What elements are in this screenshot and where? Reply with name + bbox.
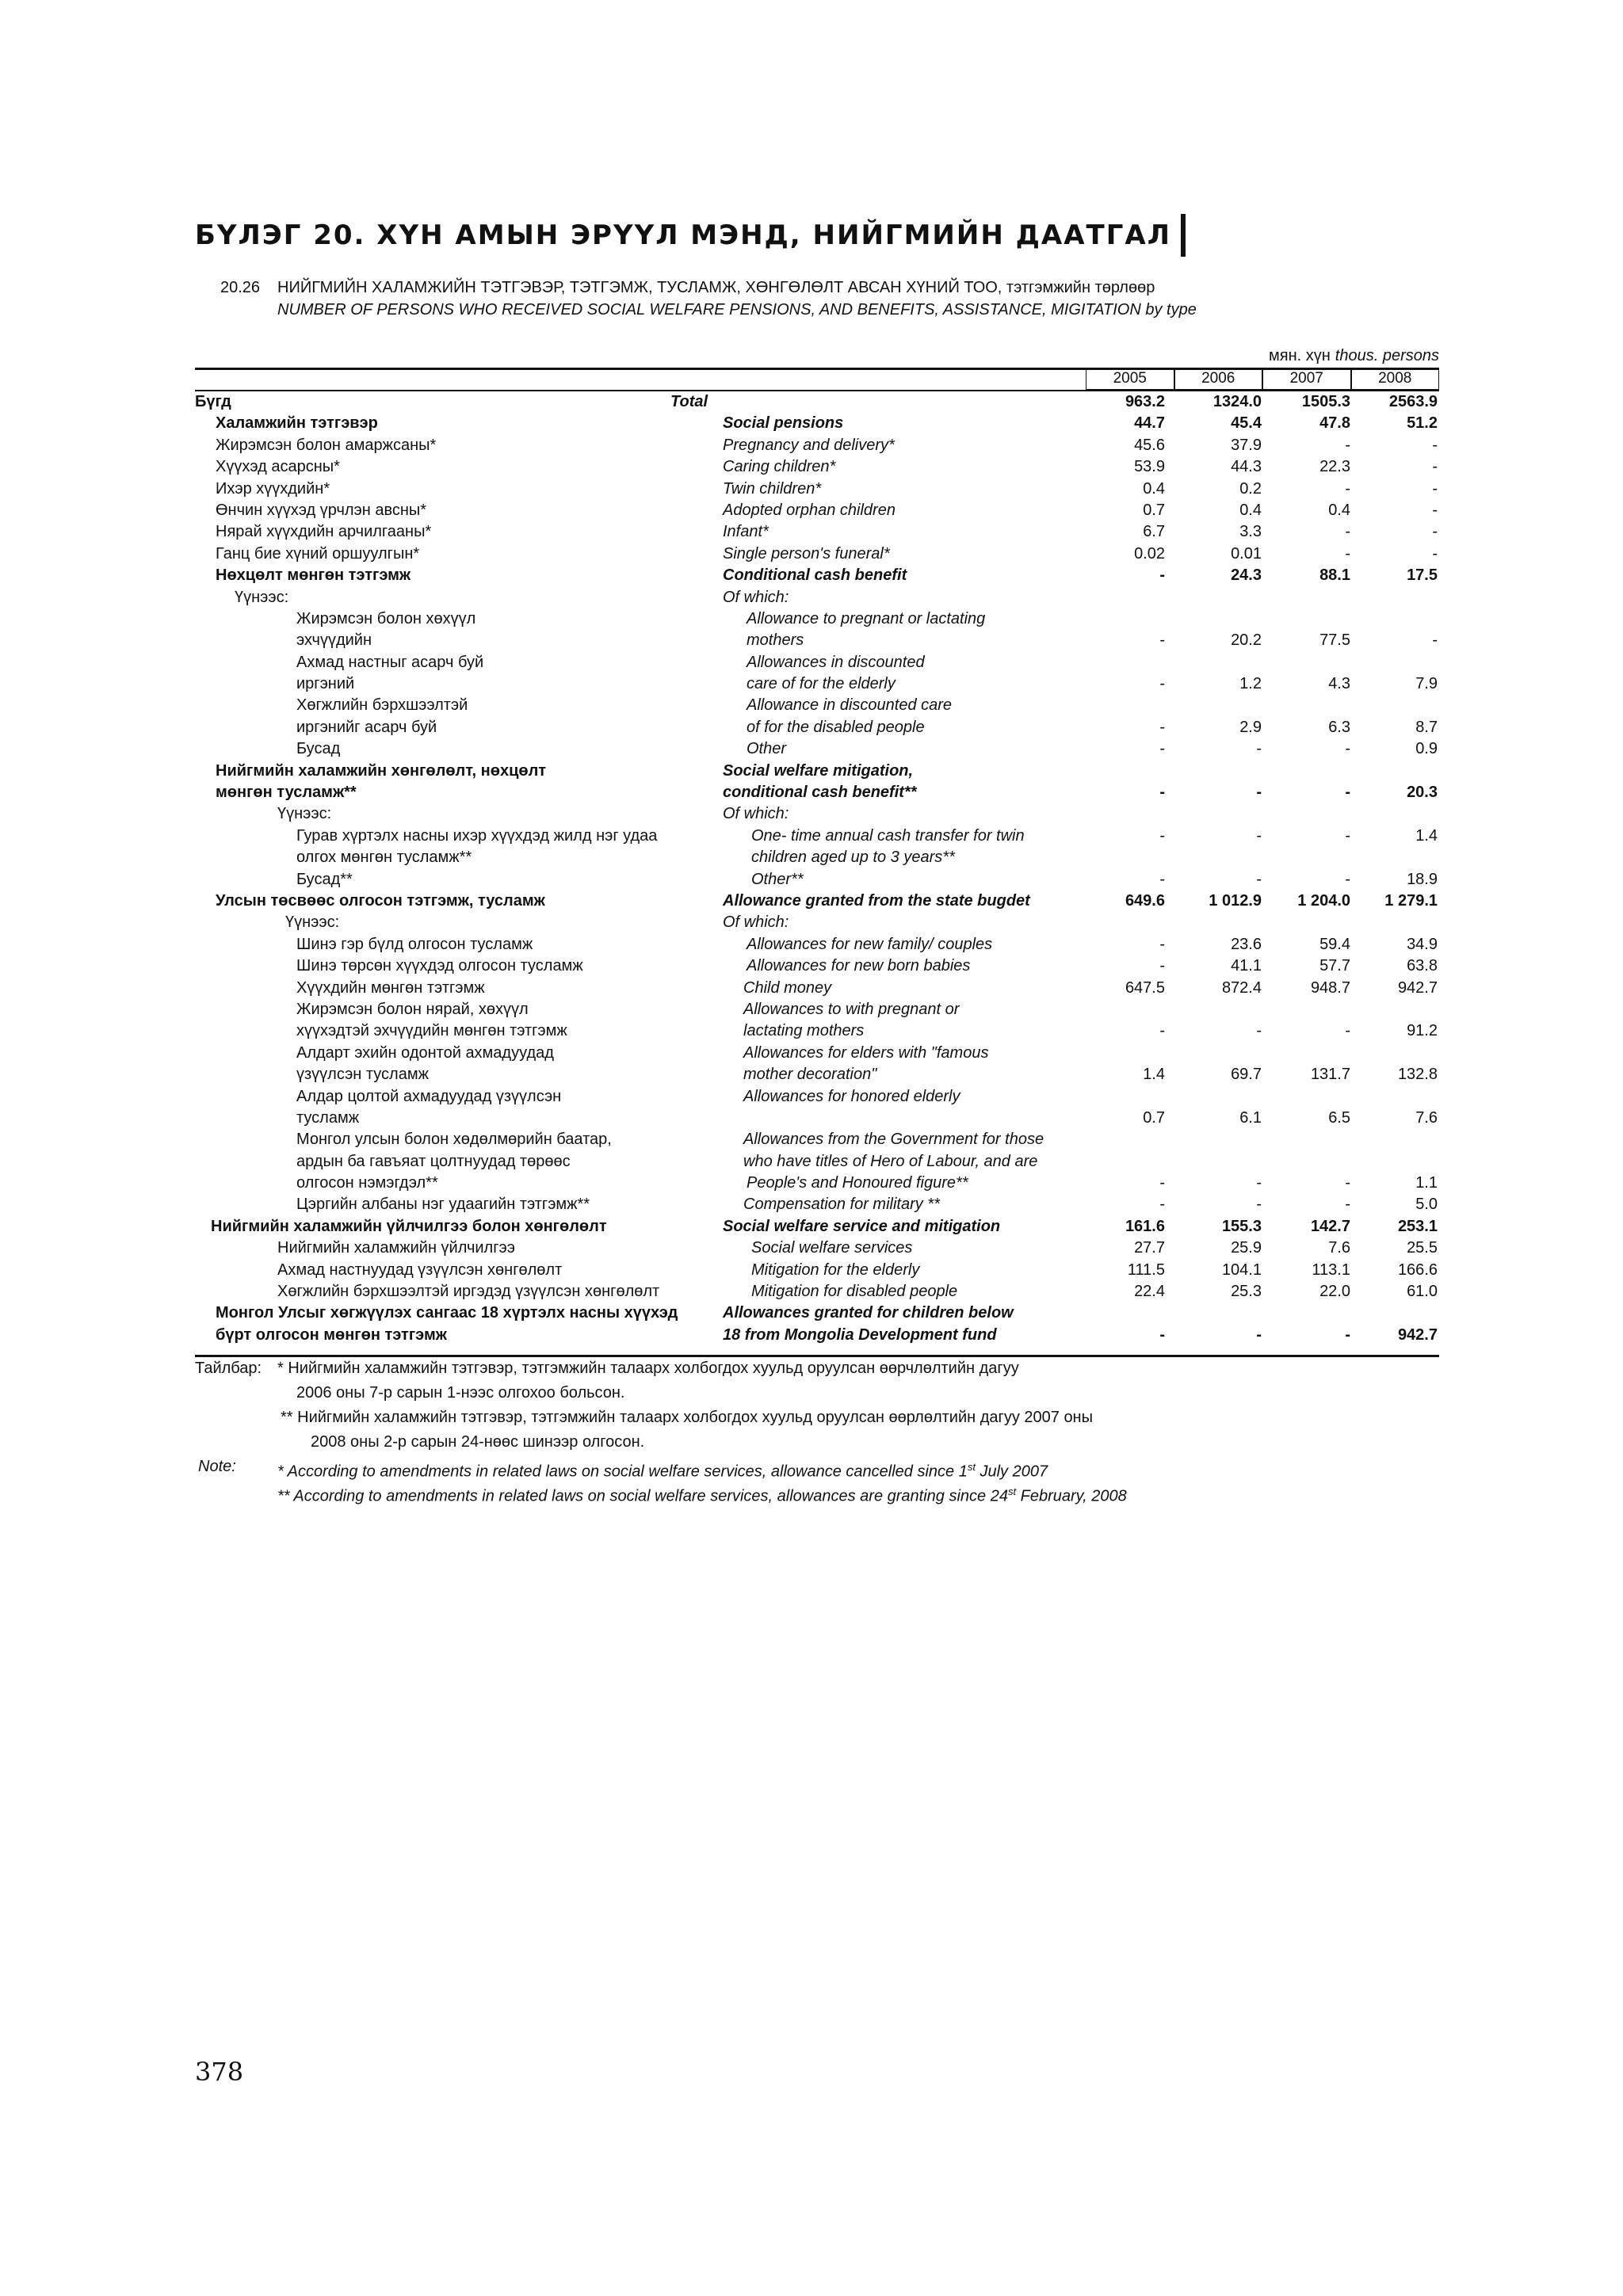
row-label-en: Social welfare mitigation, bbox=[723, 761, 914, 780]
row-value-2008: 2563.9 bbox=[1388, 393, 1438, 410]
row-value-2007: 7.6 bbox=[1328, 1239, 1350, 1257]
row-label-en: mothers bbox=[747, 631, 804, 650]
row-value-2006: - bbox=[1256, 1196, 1262, 1214]
row-label-en: Allowances granted for children below bbox=[723, 1304, 1014, 1322]
row-label-en: Allowance in discounted care bbox=[747, 696, 953, 715]
row-value-2007: - bbox=[1345, 740, 1350, 758]
row-value-2005: 44.7 bbox=[1134, 414, 1165, 433]
row-label-en: children aged up to 3 years** bbox=[751, 849, 955, 867]
row-label-mn: Жирэмсэн болон нярай, хөхүүл bbox=[296, 1000, 529, 1018]
row-value-2008: - bbox=[1432, 479, 1438, 498]
table-row bbox=[195, 435, 1439, 456]
row-value-2005: - bbox=[1159, 718, 1165, 736]
row-label-en: Other bbox=[747, 740, 787, 758]
table-row bbox=[195, 521, 1439, 543]
note-mn-1-cont: 2006 оны 7-р сарын 1-нээс олгохоо больсон. bbox=[296, 1384, 625, 1402]
row-value-2008: 166.6 bbox=[1397, 1261, 1438, 1279]
table-row bbox=[195, 826, 1439, 847]
row-value-2007: - bbox=[1345, 523, 1350, 541]
row-label-en: Child money bbox=[743, 978, 832, 997]
table-row bbox=[195, 479, 1439, 500]
table-row bbox=[195, 1281, 1439, 1302]
row-label-mn: эхчүүдийн bbox=[296, 631, 372, 650]
table-row bbox=[195, 673, 1439, 695]
row-label-mn: тусламж bbox=[296, 1108, 360, 1127]
table-row bbox=[195, 630, 1439, 651]
row-value-2007: - bbox=[1345, 1022, 1350, 1040]
row-value-2005: - bbox=[1159, 826, 1165, 845]
note-mn-2: ** Нийгмийн халамжийн тэтгэвэр, тэтгэмжийн талаарх холбогдох хуульд оруулсан өөрлөлтийн дагуу 2007 оны bbox=[281, 1409, 1093, 1426]
row-value-2006: 44.3 bbox=[1231, 458, 1262, 476]
row-value-2008: 25.5 bbox=[1407, 1239, 1438, 1257]
row-label-en: Mitigation for disabled people bbox=[751, 1283, 958, 1301]
row-value-2007: 948.7 bbox=[1310, 978, 1350, 997]
table-row bbox=[195, 891, 1439, 912]
row-value-2007: - bbox=[1345, 784, 1350, 802]
row-label-en: Adopted orphan children bbox=[723, 501, 896, 519]
row-label-en: Allowance to pregnant or lactating bbox=[747, 609, 986, 627]
row-label-en: Single person's funeral* bbox=[723, 544, 890, 563]
row-value-2006: 155.3 bbox=[1221, 1217, 1262, 1235]
row-label-en: Caring children* bbox=[723, 458, 836, 476]
row-value-2008: 942.7 bbox=[1397, 1325, 1438, 1344]
row-value-2006: 1324.0 bbox=[1212, 393, 1262, 410]
row-label-mn: Ганц бие хүний оршуулгын* bbox=[216, 544, 420, 563]
table-row bbox=[195, 1129, 1439, 1150]
row-value-2008: 1.4 bbox=[1415, 826, 1438, 845]
row-value-2007: - bbox=[1345, 1174, 1350, 1192]
row-label-mn: иргэний bbox=[296, 675, 355, 693]
row-value-2006: 41.1 bbox=[1231, 957, 1262, 975]
row-value-2008: 1 279.1 bbox=[1384, 891, 1438, 910]
table-row bbox=[195, 695, 1439, 716]
row-value-2006: 0.4 bbox=[1239, 501, 1262, 519]
row-label-mn: Бусад** bbox=[296, 870, 353, 888]
row-value-2007: - bbox=[1345, 1325, 1350, 1344]
row-value-2008: - bbox=[1432, 544, 1438, 563]
row-label-en: Conditional cash benefit bbox=[723, 566, 907, 585]
table-row bbox=[195, 738, 1439, 760]
row-value-2005: 111.5 bbox=[1127, 1261, 1165, 1279]
row-label-en: Social welfare service and mitigation bbox=[723, 1217, 1001, 1235]
table-row bbox=[195, 1302, 1439, 1324]
row-value-2005: 27.7 bbox=[1134, 1239, 1165, 1257]
row-value-2006: - bbox=[1256, 784, 1262, 802]
row-label-mn: бүрт олгосон мөнгөн тэтгэмж bbox=[216, 1325, 447, 1344]
row-label-en: Allowances for elders with "famous bbox=[743, 1043, 989, 1062]
note-en-1: * According to amendments in related laws on social welfare services, allowance cancelled since 1st July 2007 bbox=[277, 1461, 1048, 1481]
table-row bbox=[195, 1064, 1439, 1085]
row-value-2005: 53.9 bbox=[1134, 458, 1165, 476]
row-label-en: Mitigation for the elderly bbox=[751, 1261, 920, 1279]
row-label-mn: Шинэ гэр бүлд олгосон тусламж bbox=[296, 935, 533, 953]
table-row bbox=[195, 391, 1439, 413]
table-title-mn: НИЙГМИЙН ХАЛАМЖИЙН ТЭТГЭВЭР, ТЭТГЭМЖ, ТУСЛАМЖ, ХӨНГӨЛӨЛТ АВСАН ХҮНИЙ ТОО, тэтгэмжийн төрлөөр bbox=[277, 279, 1155, 296]
row-value-2005: 0.4 bbox=[1143, 479, 1165, 498]
row-label-en: Allowances for new family/ couples bbox=[747, 935, 993, 953]
table-row bbox=[195, 1020, 1439, 1042]
table-row bbox=[195, 1216, 1439, 1238]
row-label-en: 18 from Mongolia Development fund bbox=[723, 1325, 997, 1344]
table-row bbox=[195, 456, 1439, 478]
table-row bbox=[195, 543, 1439, 565]
row-label-en: Infant* bbox=[723, 523, 769, 541]
row-label-mn: Бүгд bbox=[195, 393, 231, 410]
table-row bbox=[195, 1086, 1439, 1108]
unit-label bbox=[1269, 347, 1439, 365]
table-number: 20.26 bbox=[220, 279, 261, 296]
row-value-2007: 22.0 bbox=[1319, 1283, 1350, 1301]
row-value-2008: 7.9 bbox=[1415, 675, 1438, 693]
row-value-2007: 0.4 bbox=[1328, 501, 1350, 519]
chapter-title: БҮЛЭГ 20. ХҮН АМЫН ЭРҮҮЛ МЭНД, НИЙГМИЙН ДААТГАЛ bbox=[195, 214, 1186, 257]
row-label-mn: Алдар цолтой ахмадуудад үзүүлсэн bbox=[296, 1087, 562, 1105]
row-label-mn: Шинэ төрсөн хүүхдэд олгосон тусламж bbox=[296, 957, 583, 975]
year-header-cell: 2005 bbox=[1086, 369, 1174, 390]
table-row bbox=[195, 1043, 1439, 1064]
table-row bbox=[195, 587, 1439, 608]
row-value-2008: 91.2 bbox=[1407, 1022, 1438, 1040]
row-label-en: Allowances to with pregnant or bbox=[743, 1000, 960, 1018]
row-label-en: Allowances for honored elderly bbox=[743, 1087, 960, 1105]
row-label-mn: Монгол Улсыг хөгжүүлэх сангаас 18 хүртэлх насны хүүхэд bbox=[216, 1304, 678, 1322]
row-value-2008: 0.9 bbox=[1415, 740, 1438, 758]
row-value-2008: 942.7 bbox=[1397, 978, 1438, 997]
row-value-2005: 6.7 bbox=[1143, 523, 1165, 541]
table-row bbox=[195, 500, 1439, 521]
row-value-2007: 1505.3 bbox=[1301, 393, 1350, 410]
page-number: 378 bbox=[195, 2057, 244, 2087]
note-en-2: ** According to amendments in related laws on social welfare services, allowances are granting since 24st February, 2008 bbox=[277, 1486, 1127, 1505]
row-label-en: Pregnancy and delivery* bbox=[723, 436, 895, 454]
row-value-2006: 1.2 bbox=[1239, 675, 1262, 693]
row-label-mn: Нөхцөлт мөнгөн тэтгэмж bbox=[216, 566, 411, 585]
note-mn-2-cont: 2008 оны 2-р сарын 24-нөөс шинээр олгосон. bbox=[311, 1433, 645, 1451]
row-value-2005: - bbox=[1159, 1174, 1165, 1192]
row-value-2005: - bbox=[1159, 675, 1165, 693]
note-mn-1: * Нийгмийн халамжийн тэтгэвэр, тэтгэмжийн талаарх холбогдох хуульд оруулсан өөрчлөлтийн дагуу bbox=[277, 1360, 1019, 1377]
row-value-2007: 6.5 bbox=[1328, 1108, 1350, 1127]
year-header-cell: 2008 bbox=[1351, 369, 1440, 390]
row-label-mn: олгох мөнгөн тусламж** bbox=[296, 849, 472, 867]
table-row bbox=[195, 1108, 1439, 1129]
row-value-2006: - bbox=[1256, 1174, 1262, 1192]
table-row bbox=[195, 1194, 1439, 1215]
row-label-mn: Үүнээс: bbox=[235, 588, 289, 606]
row-label-mn: Хөгжлийн бэрхшээлтэй иргэдэд үзүүлсэн хөнгөлөлт bbox=[277, 1283, 660, 1301]
row-value-2006: 6.1 bbox=[1239, 1108, 1262, 1127]
row-label-mn: Ахмад настныг асарч буй bbox=[296, 653, 484, 671]
row-label-mn: Цэргийн албаны нэг удаагийн тэтгэмж** bbox=[296, 1196, 590, 1214]
row-value-2005: 1.4 bbox=[1143, 1066, 1165, 1084]
unit-en: thous. persons bbox=[1335, 347, 1439, 364]
table-row bbox=[195, 1173, 1439, 1194]
row-value-2007: - bbox=[1345, 870, 1350, 888]
row-value-2005: - bbox=[1159, 1196, 1165, 1214]
row-value-2008: - bbox=[1432, 523, 1438, 541]
table-row bbox=[195, 413, 1439, 434]
row-label-en: of for the disabled people bbox=[747, 718, 925, 736]
row-value-2006: 24.3 bbox=[1231, 566, 1262, 585]
row-value-2005: - bbox=[1159, 784, 1165, 802]
row-value-2007: - bbox=[1345, 1196, 1350, 1214]
row-value-2005: - bbox=[1159, 740, 1165, 758]
table-row bbox=[195, 869, 1439, 891]
row-value-2006: 25.3 bbox=[1231, 1283, 1262, 1301]
row-value-2007: 22.3 bbox=[1319, 458, 1350, 476]
row-value-2008: 5.0 bbox=[1415, 1196, 1438, 1214]
row-value-2007: - bbox=[1345, 826, 1350, 845]
row-label-mn: Нийгмийн халамжийн хөнгөлөлт, нөхцөлт bbox=[216, 761, 547, 780]
row-value-2007: - bbox=[1345, 479, 1350, 498]
row-value-2008: 18.9 bbox=[1407, 870, 1438, 888]
row-label-mn: Нярай хүүхдийн арчилгааны* bbox=[216, 523, 432, 541]
row-value-2005: - bbox=[1159, 957, 1165, 975]
table-row bbox=[195, 1260, 1439, 1281]
row-label-mn: Халамжийн тэтгэвэр bbox=[216, 414, 378, 433]
data-table bbox=[195, 391, 1439, 1346]
row-label-mn: Хүүхэд асарсны* bbox=[216, 458, 340, 476]
row-value-2006: 872.4 bbox=[1221, 978, 1262, 997]
row-value-2008: 17.5 bbox=[1407, 566, 1438, 585]
row-value-2006: 23.6 bbox=[1231, 935, 1262, 953]
row-value-2008: 63.8 bbox=[1407, 957, 1438, 975]
row-value-2006: - bbox=[1256, 740, 1262, 758]
table-row bbox=[195, 912, 1439, 933]
table-row bbox=[195, 782, 1439, 803]
row-value-2005: - bbox=[1159, 631, 1165, 650]
table-row bbox=[195, 1151, 1439, 1173]
table-row bbox=[195, 652, 1439, 673]
row-value-2007: 1 204.0 bbox=[1297, 891, 1350, 910]
row-value-2005: 22.4 bbox=[1134, 1283, 1165, 1301]
table-title-en: NUMBER OF PERSONS WHO RECEIVED SOCIAL WELFARE PENSIONS, AND BENEFITS, ASSISTANCE, MIGITATION by type bbox=[277, 301, 1197, 318]
row-value-2006: 25.9 bbox=[1231, 1239, 1262, 1257]
row-label-en: Of which: bbox=[723, 913, 789, 932]
row-label-mn: Монгол улсын болон хөдөлмөрийн баатар, bbox=[296, 1131, 612, 1149]
row-label-mn: Жирэмсэн болон хөхүүл bbox=[296, 609, 476, 627]
row-value-2006: - bbox=[1256, 1325, 1262, 1344]
row-value-2006: 45.4 bbox=[1231, 414, 1262, 433]
row-label-mn: Нийгмийн халамжийн үйлчилгээ bbox=[277, 1239, 515, 1257]
row-value-2006: - bbox=[1256, 826, 1262, 845]
row-label-en: Other** bbox=[751, 870, 804, 888]
row-value-2005: 0.7 bbox=[1143, 501, 1165, 519]
row-value-2006: 0.01 bbox=[1231, 544, 1262, 563]
table-row bbox=[195, 803, 1439, 825]
row-value-2005: 161.6 bbox=[1125, 1217, 1165, 1235]
row-value-2008: 1.1 bbox=[1415, 1174, 1438, 1192]
row-value-2007: 59.4 bbox=[1319, 935, 1350, 953]
row-value-2008: - bbox=[1432, 501, 1438, 519]
table-row bbox=[195, 761, 1439, 782]
row-label-en: lactating mothers bbox=[743, 1022, 865, 1040]
row-label-en: Allowances for new born babies bbox=[747, 957, 971, 975]
notes-label-en: Note: bbox=[198, 1458, 236, 1475]
row-label-mn: үзүүлсэн тусламж bbox=[296, 1066, 429, 1084]
row-value-2005: - bbox=[1159, 566, 1165, 585]
row-label-mn: ардын ба гавъяат цолтнуудад төрөөс bbox=[296, 1152, 571, 1170]
row-label-mn: Өнчин хүүхэд үрчлэн авсны* bbox=[216, 501, 427, 519]
row-value-2007: 47.8 bbox=[1319, 414, 1350, 433]
row-label-en: who have titles of Hero of Labour, and are bbox=[743, 1152, 1038, 1170]
row-label-mn: иргэнийг асарч буй bbox=[296, 718, 437, 736]
row-value-2008: - bbox=[1432, 631, 1438, 650]
row-label-en: care of for the elderly bbox=[747, 675, 896, 693]
row-label-mn: Гурав хүртэлх насны ихэр хүүхдэд жилд нэг удаа bbox=[296, 826, 658, 845]
row-label-mn: Үүнээс: bbox=[277, 805, 332, 823]
row-value-2006: 104.1 bbox=[1221, 1261, 1262, 1279]
row-value-2006: 69.7 bbox=[1231, 1066, 1262, 1084]
row-label-mn: олгосон нэмэгдэл** bbox=[296, 1174, 438, 1192]
row-value-2007: - bbox=[1345, 544, 1350, 563]
row-value-2006: 37.9 bbox=[1231, 436, 1262, 454]
year-header bbox=[1086, 369, 1439, 390]
row-value-2005: - bbox=[1159, 1325, 1165, 1344]
row-value-2008: 132.8 bbox=[1397, 1066, 1438, 1084]
row-value-2007: 142.7 bbox=[1310, 1217, 1350, 1235]
row-value-2008: - bbox=[1432, 436, 1438, 454]
table-row bbox=[195, 608, 1439, 630]
year-header-cell: 2006 bbox=[1174, 369, 1263, 390]
row-value-2008: 8.7 bbox=[1415, 718, 1438, 736]
row-label-en: Total bbox=[670, 393, 708, 410]
row-label-mn: Ахмад настнуудад үзүүлсэн хөнгөлөлт bbox=[277, 1261, 563, 1279]
row-value-2007: - bbox=[1345, 436, 1350, 454]
row-value-2006: - bbox=[1256, 870, 1262, 888]
row-value-2005: 647.5 bbox=[1125, 978, 1165, 997]
row-value-2006: 1 012.9 bbox=[1209, 891, 1262, 910]
row-value-2005: 0.02 bbox=[1134, 544, 1165, 563]
row-value-2006: 20.2 bbox=[1231, 631, 1262, 650]
table-row bbox=[195, 717, 1439, 738]
row-value-2005: 0.7 bbox=[1143, 1108, 1165, 1127]
notes-block bbox=[195, 1356, 1439, 1504]
table-row bbox=[195, 955, 1439, 977]
unit-mn: мян. хүн bbox=[1269, 347, 1331, 364]
row-value-2007: 131.7 bbox=[1310, 1066, 1350, 1084]
row-value-2008: 7.6 bbox=[1415, 1108, 1438, 1127]
row-label-en: Social pensions bbox=[723, 414, 844, 433]
row-value-2005: - bbox=[1159, 870, 1165, 888]
row-value-2008: 61.0 bbox=[1407, 1283, 1438, 1301]
row-label-en: One- time annual cash transfer for twin bbox=[751, 826, 1025, 845]
row-value-2007: 113.1 bbox=[1312, 1261, 1350, 1279]
row-label-mn: Жирэмсэн болон амаржсаны* bbox=[216, 436, 437, 454]
row-label-en: conditional cash benefit** bbox=[723, 784, 917, 802]
row-value-2006: 0.2 bbox=[1239, 479, 1262, 498]
row-label-mn: Улсын төсвөөс олгосон тэтгэмж, тусламж bbox=[216, 891, 545, 910]
row-value-2005: 45.6 bbox=[1134, 436, 1165, 454]
row-label-en: Allowance granted from the state bugdet bbox=[723, 891, 1030, 910]
row-value-2006: - bbox=[1256, 1022, 1262, 1040]
table-row bbox=[195, 934, 1439, 955]
row-value-2005: - bbox=[1159, 1022, 1165, 1040]
row-label-mn: Ихэр хүүхдийн* bbox=[216, 479, 330, 498]
row-label-mn: Алдарт эхийн одонтой ахмадуудад bbox=[296, 1043, 554, 1062]
row-value-2006: 3.3 bbox=[1239, 523, 1262, 541]
row-value-2008: - bbox=[1432, 458, 1438, 476]
row-value-2005: 649.6 bbox=[1125, 891, 1165, 910]
year-header-cell: 2007 bbox=[1262, 369, 1351, 390]
row-value-2007: 77.5 bbox=[1319, 631, 1350, 650]
row-label-en: Allowances from the Government for those bbox=[743, 1131, 1044, 1149]
row-label-en: Of which: bbox=[723, 805, 789, 823]
row-value-2008: 20.3 bbox=[1407, 784, 1438, 802]
row-value-2008: 51.2 bbox=[1407, 414, 1438, 433]
table-row bbox=[195, 1238, 1439, 1259]
row-label-mn: Үүнээс: bbox=[285, 913, 340, 932]
row-value-2005: 963.2 bbox=[1125, 393, 1165, 410]
row-label-en: Compensation for military ** bbox=[743, 1196, 940, 1214]
notes-label-mn: Тайлбар: bbox=[195, 1360, 262, 1377]
row-label-en: Twin children* bbox=[723, 479, 822, 498]
row-label-en: Social welfare services bbox=[751, 1239, 913, 1257]
row-label-en: Of which: bbox=[723, 588, 789, 606]
row-value-2008: 253.1 bbox=[1397, 1217, 1438, 1235]
row-label-mn: мөнгөн тусламж** bbox=[216, 784, 357, 802]
row-value-2007: 57.7 bbox=[1319, 957, 1350, 975]
row-value-2005: - bbox=[1159, 935, 1165, 953]
row-label-en: People's and Honoured figure** bbox=[747, 1174, 968, 1192]
row-label-mn: хүүхэдтэй эхчүүдийн мөнгөн тэтгэмж bbox=[296, 1022, 567, 1040]
row-label-mn: Бусад bbox=[296, 740, 341, 758]
table-row bbox=[195, 847, 1439, 868]
table-row bbox=[195, 1325, 1439, 1346]
table-row bbox=[195, 999, 1439, 1020]
row-value-2007: 88.1 bbox=[1319, 566, 1350, 585]
row-label-en: mother decoration" bbox=[743, 1066, 877, 1084]
row-label-mn: Хөгжлийн бэрхшээлтэй bbox=[296, 696, 468, 715]
row-label-mn: Хүүхдийн мөнгөн тэтгэмж bbox=[296, 978, 485, 997]
table-row bbox=[195, 565, 1439, 586]
row-label-en: Allowances in discounted bbox=[747, 653, 925, 671]
row-label-mn: Нийгмийн халамжийн үйлчилгээ болон хөнгөлөлт bbox=[211, 1217, 607, 1235]
row-value-2008: 34.9 bbox=[1407, 935, 1438, 953]
row-value-2006: 2.9 bbox=[1239, 718, 1262, 736]
row-value-2007: 4.3 bbox=[1328, 675, 1350, 693]
row-value-2007: 6.3 bbox=[1328, 718, 1350, 736]
table-row bbox=[195, 978, 1439, 999]
